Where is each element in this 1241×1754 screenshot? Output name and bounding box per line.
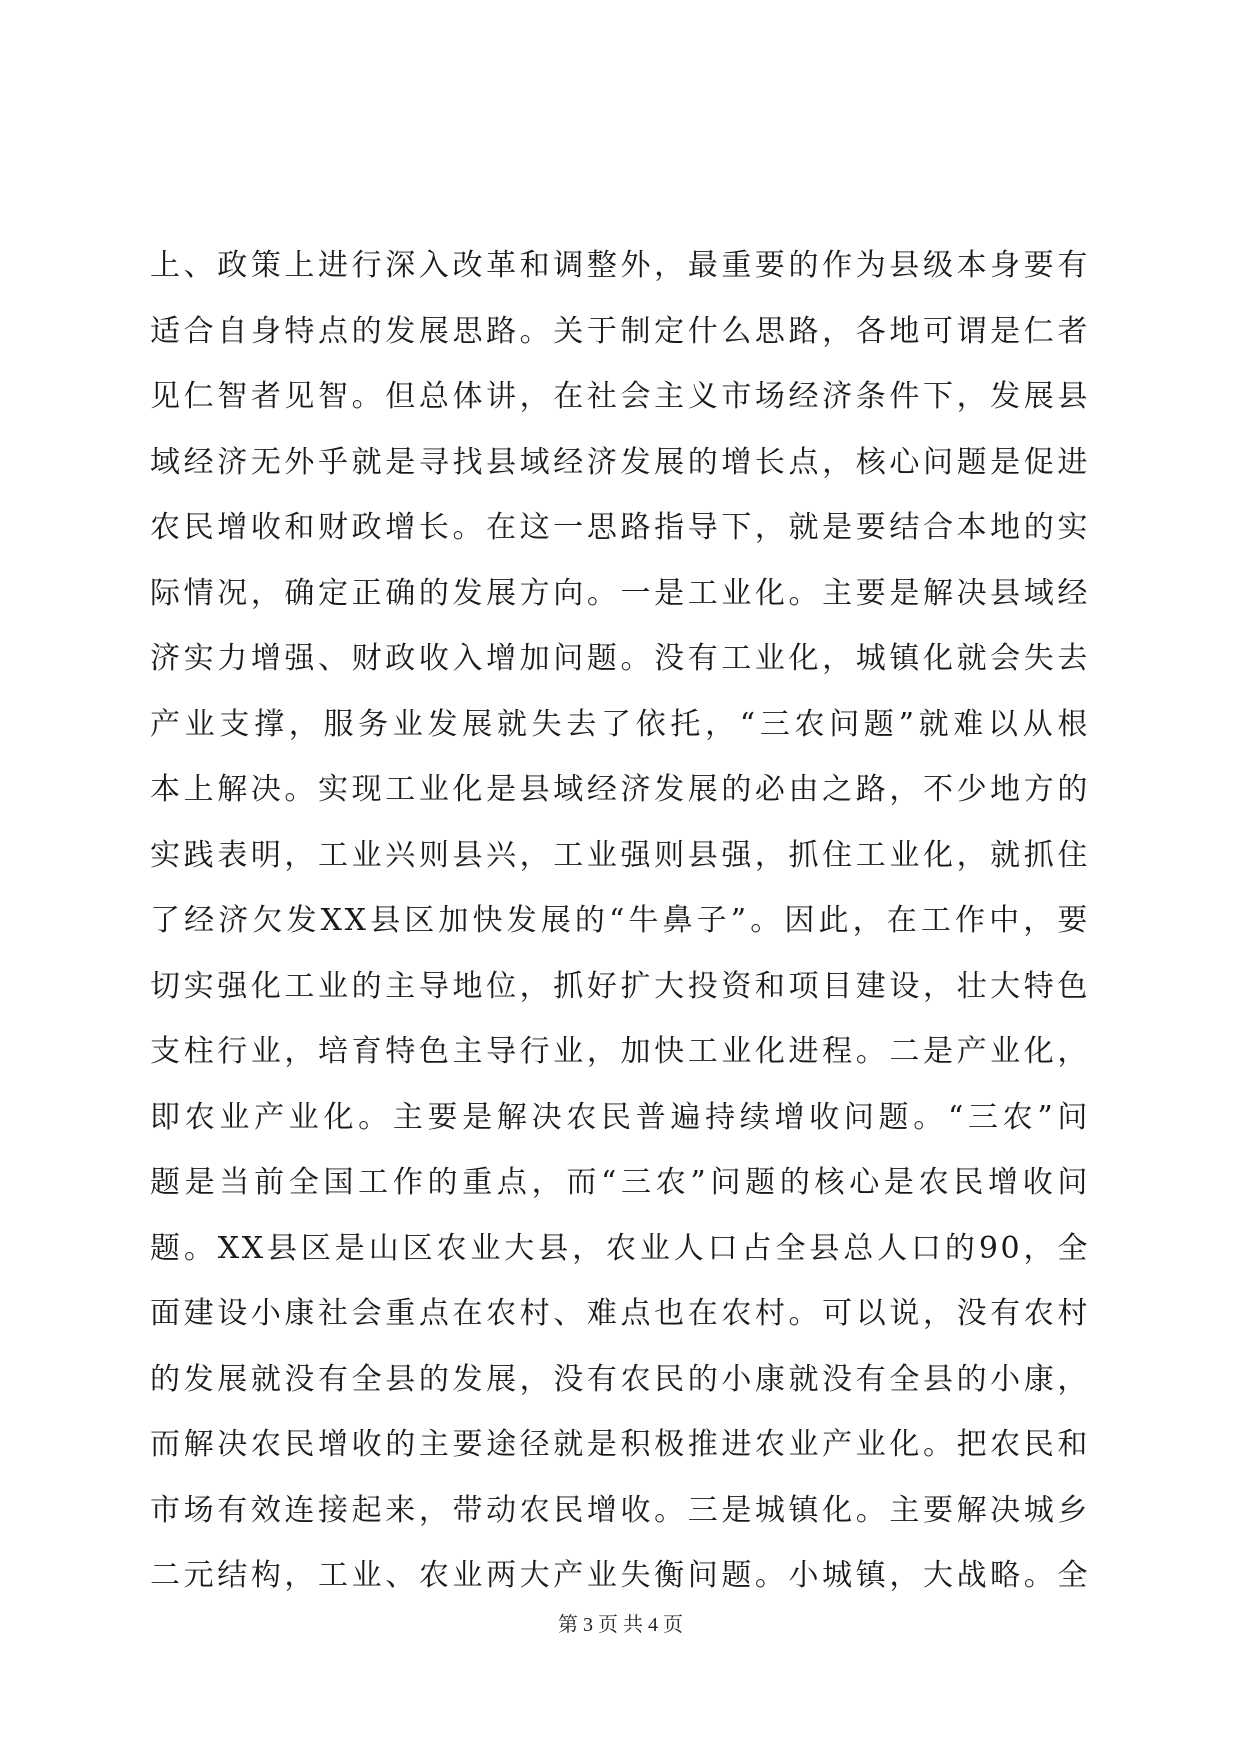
text-line: 市场有效连接起来，带动农民增收。三是城镇化。主要解决城乡 <box>150 1492 1090 1528</box>
text-line: 实践表明，工业兴则县兴，工业强则县强，抓住工业化，就抓住 <box>150 837 1090 873</box>
text-line: 题。XX县区是山区农业大县，农业人口占全县总人口的90，全 <box>150 1230 1090 1266</box>
page-number-footer: 第 3 页 共 4 页 <box>558 1614 683 1636</box>
text-line: 题是当前全国工作的重点，而“三农”问题的核心是农民增收问 <box>150 1165 1090 1200</box>
text-line: 的发展就没有全县的发展，没有农民的小康就没有全县的小康， <box>150 1361 1090 1397</box>
text-line: 济实力增强、财政收入增加问题。没有工业化，城镇化就会失去 <box>150 641 1090 676</box>
text-line: 而解决农民增收的主要途径就是积极推进农业产业化。把农民和 <box>150 1427 1090 1462</box>
text-line: 见仁智者见智。但总体讲，在社会主义市场经济条件下，发展县 <box>150 379 1090 414</box>
text-line: 上、政策上进行深入改革和调整外，最重要的作为县级本身要有 <box>150 248 1090 283</box>
text-line: 本上解决。实现工业化是县域经济发展的必由之路，不少地方的 <box>150 772 1090 807</box>
text-line: 支柱行业，培育特色主导行业，加快工业化进程。二是产业化， <box>150 1034 1090 1069</box>
text-line: 农民增收和财政增长。在这一思路指导下，就是要结合本地的实 <box>150 510 1090 545</box>
text-line: 产业支撑，服务业发展就失去了依托，“三农问题”就难以从根 <box>150 706 1090 742</box>
text-line: 即农业产业化。主要是解决农民普遍持续增收问题。“三农”问 <box>150 1099 1090 1135</box>
text-line: 适合自身特点的发展思路。关于制定什么思路，各地可谓是仁者 <box>150 313 1090 349</box>
text-line: 域经济无外乎就是寻找县域经济发展的增长点，核心问题是促进 <box>150 444 1090 480</box>
text-line: 际情况，确定正确的发展方向。一是工业化。主要是解决县域经 <box>150 575 1090 611</box>
text-line: 了经济欠发XX县区加快发展的“牛鼻子”。因此，在工作中，要 <box>150 903 1090 938</box>
text-line: 切实强化工业的主导地位，抓好扩大投资和项目建设，壮大特色 <box>150 968 1090 1004</box>
text-line: 二元结构，工业、农业两大产业失衡问题。小城镇，大战略。全 <box>150 1558 1090 1593</box>
body-text <box>150 233 1090 1609</box>
text-line: 面建设小康社会重点在农村、难点也在农村。可以说，没有农村 <box>150 1296 1090 1331</box>
